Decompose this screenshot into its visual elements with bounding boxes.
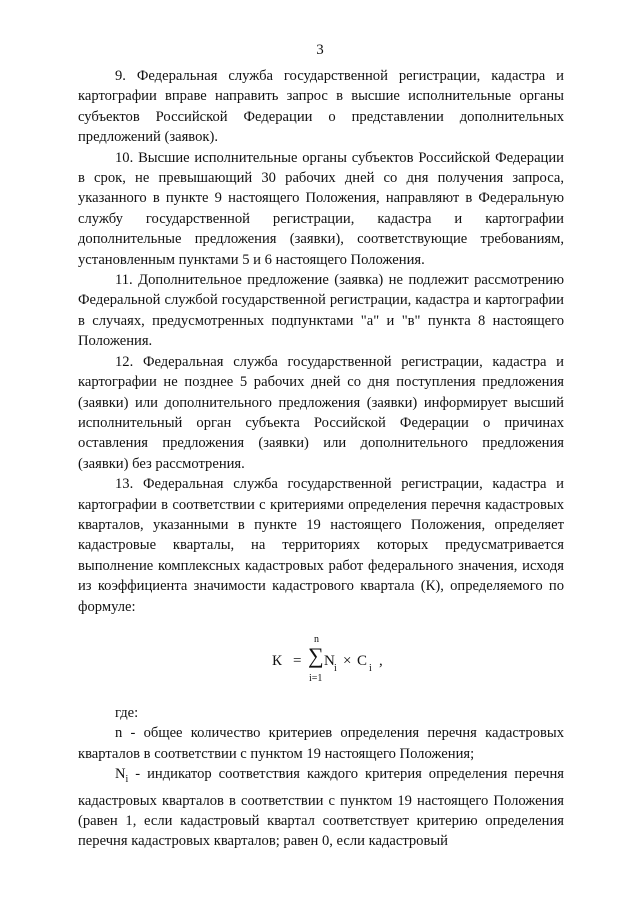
formula-n-subscript: i	[334, 662, 337, 674]
paragraph-9: 9. Федеральная служба государственной регистрации, кадастра и картографии вправе направить запрос в высшие исполнительные органы субъектов Российской Федерации о представлении дополнительных предложений (заявок).	[78, 68, 564, 146]
paragraph-11: 11. Дополнительное предложение (заявка) не подлежит рассмотрению Федеральной службой государственной регистрации, кадастра и картографии в случаях, предусмотренных подпунктами "а" и "в" пункта 8 настоящего Положения.	[78, 272, 564, 350]
definition-n: n - общее количество критериев определения перечня кадастровых кварталов в соответствии с пунктом 19 настоящего Положения;	[78, 725, 564, 762]
formula-comma: ,	[379, 652, 383, 669]
paragraph-13: 13. Федеральная служба государственной регистрации, кадастра и картографии в соответствии с критериями определения перечня кадастровых кварталов, указанными в пункте 19 настоящего Положения, определяет кадастровые кварталы, на территориях которых предусматривается выполнение комплексных кадастровых работ федерального значения, исходя из коэффициента значимости кадастрового квартала (К), определяемого по формуле:	[78, 476, 564, 615]
formula-times: ×	[343, 652, 352, 669]
ni-text: - индикатор соответствия каждого критерия определения перечня кадастровых кварталов в соответствии с пунктом 19 настоящего Положения (равен 1, если кадастровый квартал соответствует критерию определения перечня кадастровых кварталов; равен 0, если кадастровый	[78, 766, 564, 850]
where-label: где:	[115, 704, 139, 721]
definition-ni	[78, 764, 564, 852]
ni-subscript: i	[125, 774, 129, 786]
formula-c-subscript: i	[369, 662, 372, 674]
document-body	[78, 66, 564, 852]
ni-symbol: N	[115, 766, 126, 783]
paragraph-12: 12. Федеральная служба государственной регистрации, кадастра и картографии не позднее 5 рабочих дней со дня поступления предложения (заявки) или дополнительного предложения (заявки) информирует высший исполнительный орган субъекта Российской Федерации о причинах оставления предложения (заявки) или дополнительного предложения (заявки) без рассмотрения.	[78, 353, 564, 472]
formula	[78, 627, 564, 693]
paragraph-10: 10. Высшие исполнительные органы субъектов Российской Федерации в срок, не превышающий 30 рабочих дней со дня получения запроса, указанного в пункте 9 настоящего Положения, направляют в Федеральную службу государственной регистрации, кадастра и картографии дополнительные предложения (заявки), соответствующие требованиям, установленным пунктами 5 и 6 настоящего Положения.	[78, 149, 564, 268]
formula-equals: =	[293, 652, 302, 669]
formula-sum-lower: i=1	[309, 672, 323, 684]
formula-c: C	[357, 652, 368, 669]
formula-k: К	[272, 652, 283, 669]
page-number: 3	[316, 42, 324, 58]
formula-n: N	[324, 652, 335, 669]
formula-sum-upper: n	[314, 633, 319, 645]
formula-sum-sign: ∑	[308, 642, 324, 668]
